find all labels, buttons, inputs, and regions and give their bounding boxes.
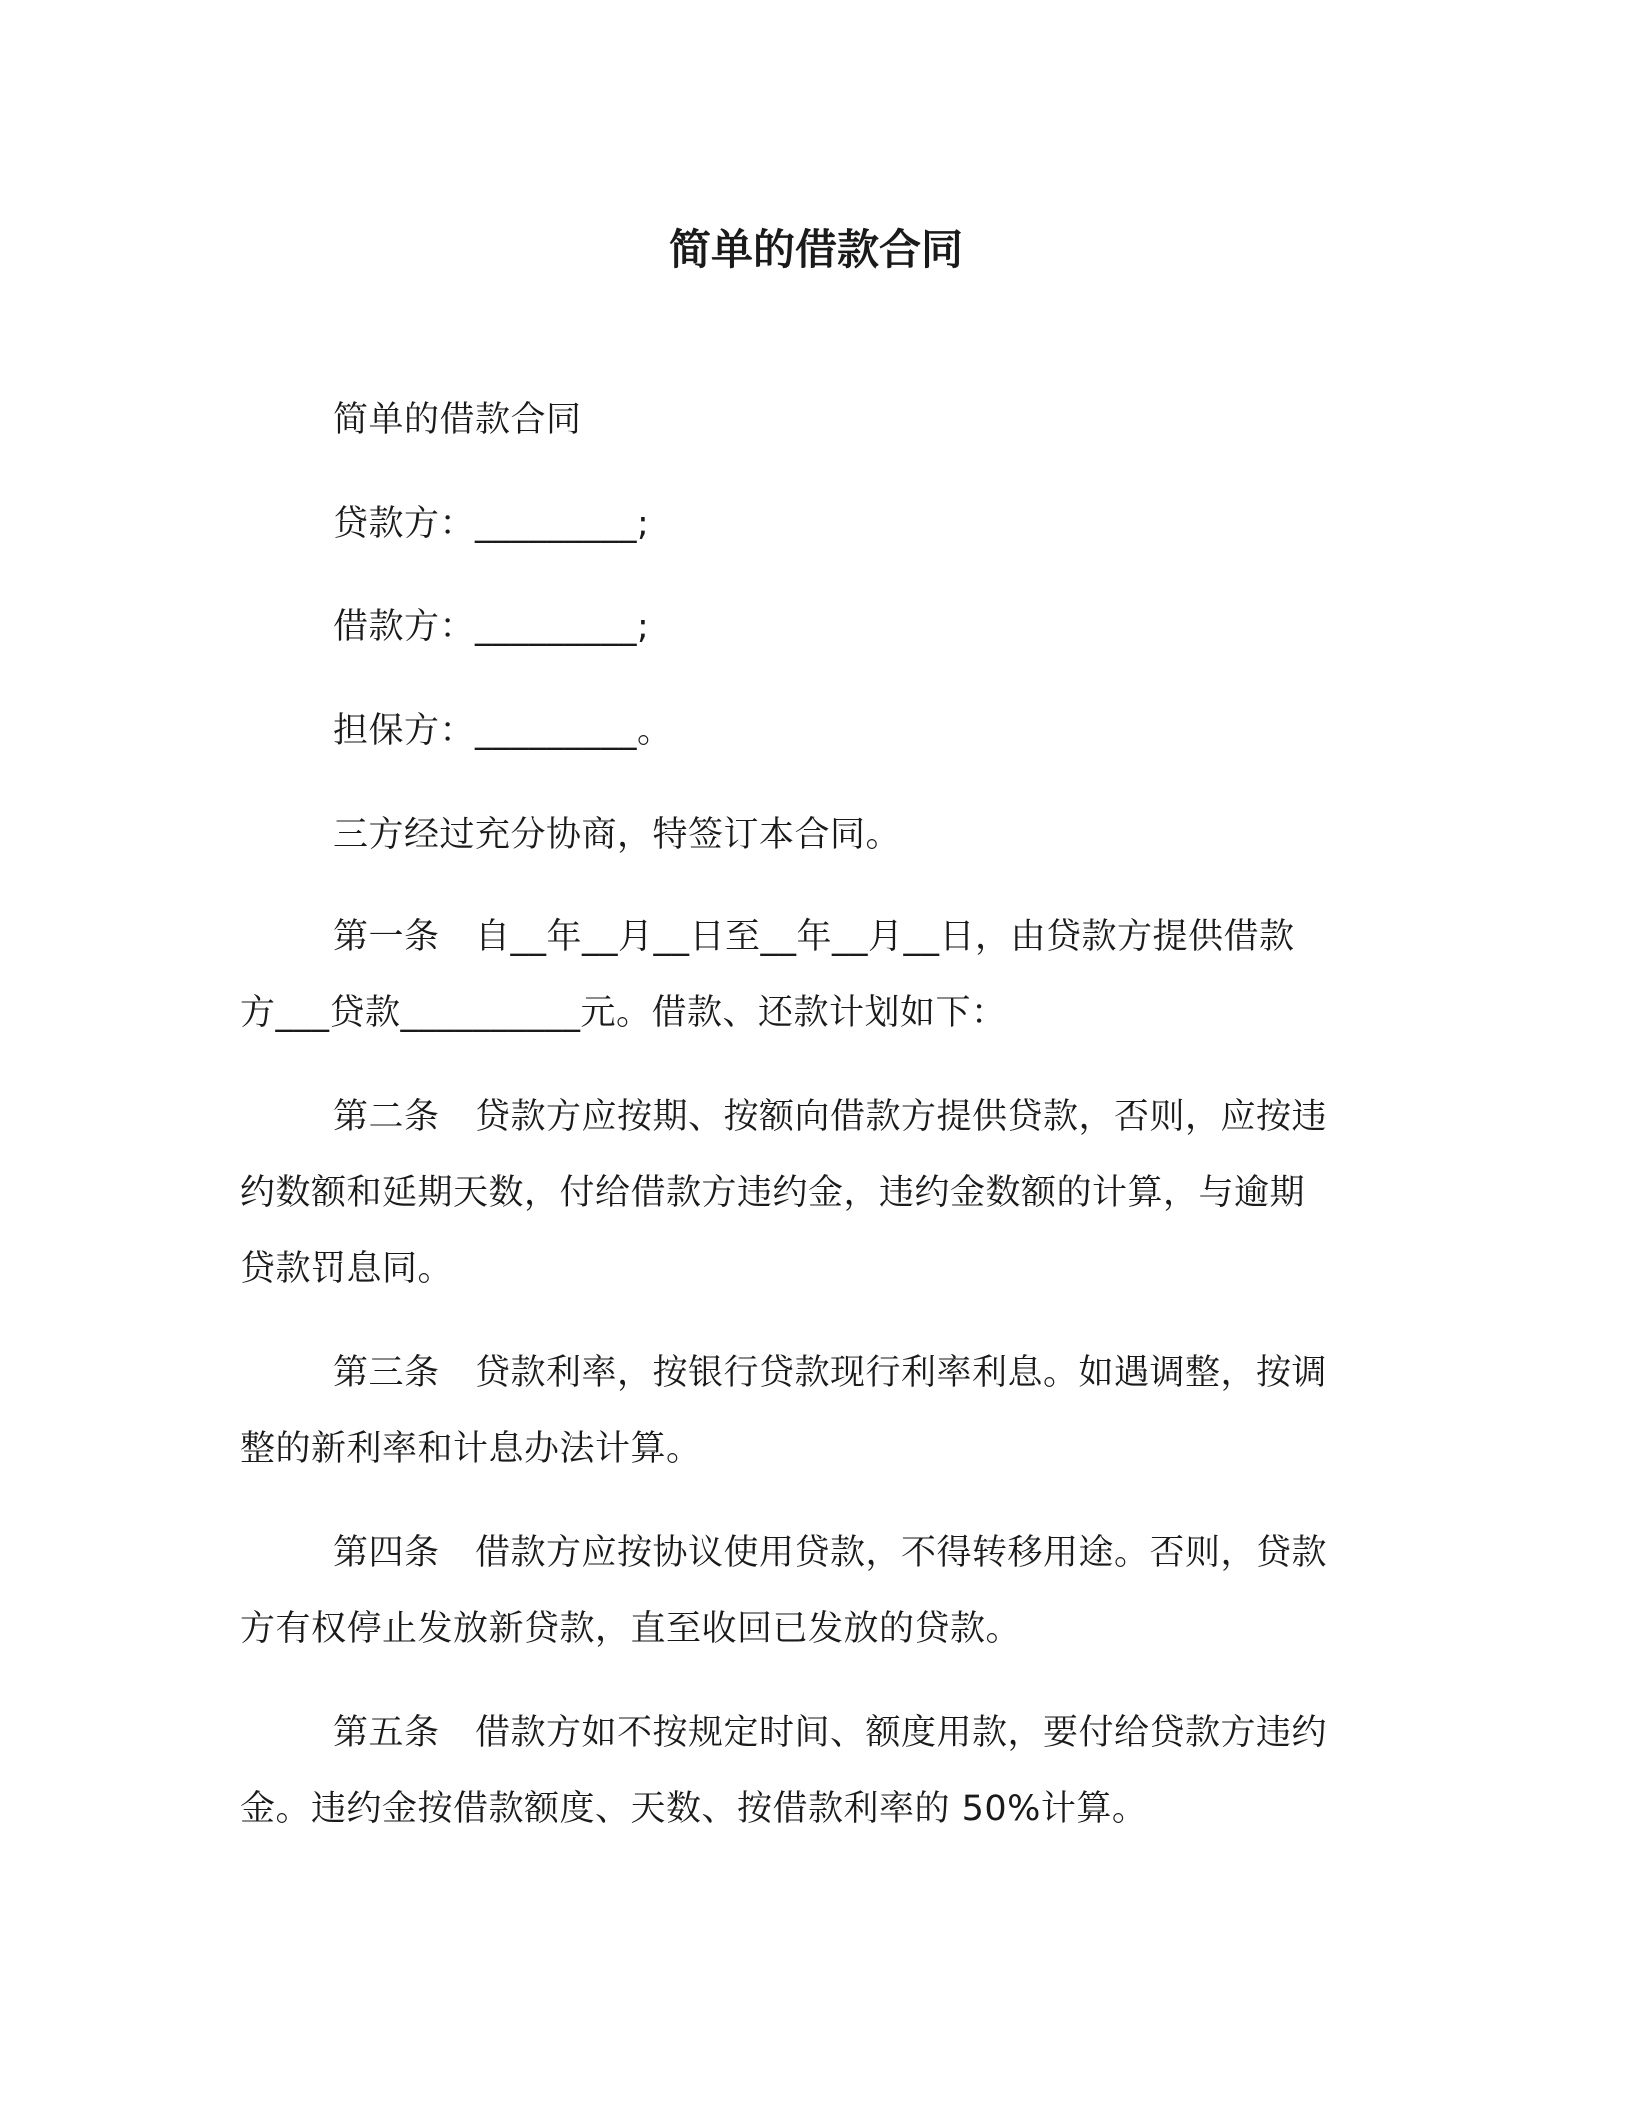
- article-line: 第二条 贷款方应按期、按额向借款方提供贷款，否则，应按违: [333, 1097, 1328, 1137]
- intro-paragraph: 三方经过充分协商，特签订本合同。: [333, 815, 902, 855]
- article-line: 第三条 贷款利率，按银行贷款现行利率利息。如遇调整，按调: [333, 1353, 1328, 1393]
- article-line: 贷款罚息同。: [240, 1249, 454, 1289]
- article-line: 方___贷款__________元。借款、还款计划如下：: [240, 993, 1007, 1033]
- article-line: 整的新利率和计息办法计算。: [240, 1429, 702, 1469]
- article-line: 第四条 借款方应按协议使用贷款，不得转移用途。否则，贷款: [333, 1533, 1328, 1573]
- document-title: 简单的借款合同: [668, 225, 963, 274]
- article-line: 方有权停止发放新贷款，直至收回已发放的贷款。: [240, 1609, 1022, 1649]
- borrower-line: 借款方：_________;: [333, 607, 650, 647]
- guarantor-line: 担保方：_________。: [333, 711, 673, 751]
- lender-line: 贷款方：_________;: [333, 504, 650, 544]
- article-line: 约数额和延期天数，付给借款方违约金，违约金数额的计算，与逾期: [240, 1173, 1306, 1213]
- article-line: 第五条 借款方如不按规定时间、额度用款，要付给贷款方违约: [333, 1713, 1328, 1753]
- article-line: 金。违约金按借款额度、天数、按借款利率的 50%计算。: [240, 1789, 1148, 1829]
- subtitle: 简单的借款合同: [333, 400, 582, 440]
- article-line: 第一条 自__年__月__日至__年__月__日，由贷款方提供借款: [333, 917, 1295, 957]
